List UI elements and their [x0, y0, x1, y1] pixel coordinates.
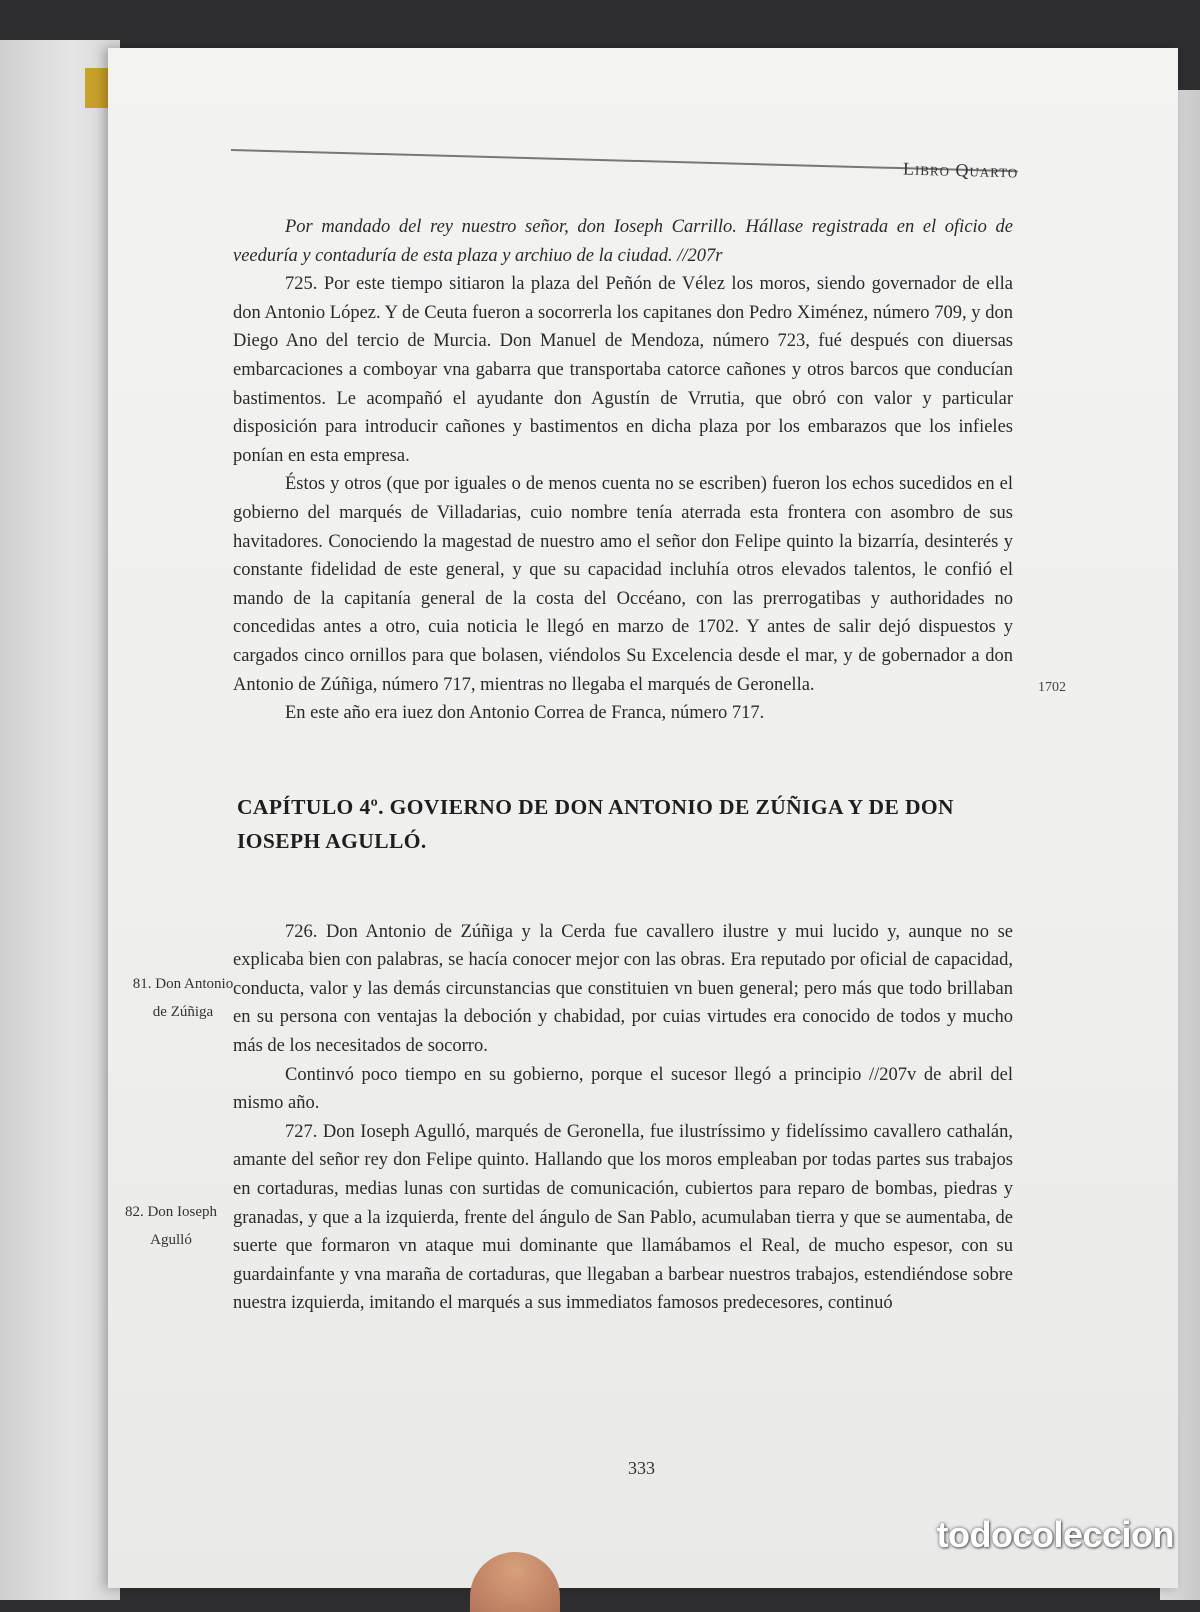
body-text — [233, 213, 1013, 1318]
facing-page-edge — [0, 40, 120, 1600]
page-number: 333 — [628, 1458, 655, 1478]
margin-note-zuniga: 81. Don Antonio de Zúñiga — [132, 976, 234, 1020]
running-head: Libro Quarto — [902, 158, 1019, 182]
chapter-title: CAPÍTULO 4º. GOVIERNO DE DON ANTONIO DE ZÚÑIGA Y DE DON IOSEPH AGULLÓ. — [237, 794, 954, 853]
watermark-logo: todocoleccion — [936, 1514, 1174, 1555]
margin-year: 1702 — [1038, 680, 1066, 695]
margin-note-agullo: 82. Don Ioseph Agulló — [124, 1204, 218, 1248]
paragraph-villadarias: Éstos y otros (que por iguales o de menos cuenta no se escriben) fueron los echos sucedidos en el gobierno del marqués de Villadarias, cuio nombre tenía aterrada esta frontera con asombro de sus havitadores. Conociendo la magestad de nuestro amo el señor don Felipe quinto la bizarría, desinterés y constante fidelidad de este general, y que su capacidad incluhía otros elevados talentos, le confió el mando de la capitanía general de la costa del Occéano, con las prerrogatibas y authoridades no concedidas antes a otro, cuia noticia le llegó en marzo de 1702. Y antes de salir dejó dispuestos y cargados cinco ornillos para que bolasen, viéndolos Su Excelencia desde el mar, y de gobernador a don Antonio de Zúñiga, número 717, mientras no llegaba el marqués de Geronella. — [233, 474, 1013, 695]
paragraph-judge: En este año era iuez don Antonio Correa de Franca, número 717. — [285, 703, 765, 724]
paragraph-decree: Por mandado del rey nuestro señor, don Ioseph Carrillo. Hállase registrada en el oficio de veeduría y contaduría de esta plaza y archiuo de la ciudad. //207r — [233, 217, 1013, 266]
header-rule — [231, 149, 1018, 172]
book-page — [108, 48, 1178, 1588]
paragraph-725: 725. Por este tiempo sitiaron la plaza del Peñón de Vélez los moros, siendo governador de ella don Antonio López. Y de Ceuta fueron a socorrerla los capitanes don Pedro Ximénez, número 709, y don Diego Ano del tercio de Murcia. Don Manuel de Mendoza, número 723, fué después con diuersas embarcaciones a comboyar vna gabarra que transportaba catorce cañones y otros barcos que conducían bastimentos. Le acompañó el ayudante don Agustín de Vrrutia, que obró con valor y particular disposición para introducir cañones y bastimentos en dicha plaza por los embarazos que los infieles ponían en esta empresa. — [233, 274, 1013, 466]
paragraph-727: 727. Don Ioseph Agulló, marqués de Geronella, fue ilustríssimo y fidelíssimo cavallero cathalán, amante del señor rey don Felipe quinto. Hallando que los moros empleaban por todas partes sus trabajos en cortaduras, medias lunas con surtidas de comunicación, cubiertos para reparo de bombas, piedras y granadas, y que a la izquierda, frente del ángulo de San Pablo, acumulaban tierra y que se aumentaba, de suerte que formaron vn ataque mui dominante que llamábamos el Real, de mucho espesor, con su guardainfante y vna maraña de cortaduras, que llegaban a barbear nuestros trabajos, estendiéndose sobre nuestra izquierda, imitando el marqués a sus immediatos famosos predecesores, continuó — [233, 1121, 1013, 1314]
paragraph-succession: Continvó poco tiempo en su gobierno, porque el sucesor llegó a principio //207v de abril del mismo año. — [233, 1064, 1013, 1114]
paragraph-726: 726. Don Antonio de Zúñiga y la Cerda fue cavallero ilustre y mui lucido y, aunque no se explicaba bien con palabras, se hacía conocer mejor con las obras. Era reputado por oficial de capacidad, conducta, valor y las demás circunstancias que constituien vn buen general; pero más que todo brillaban en su persona con ventajas la deboción y chabidad, por cuias virtudes era conocido de todos y mucho más de los necesitados de socorro. — [233, 921, 1013, 1057]
